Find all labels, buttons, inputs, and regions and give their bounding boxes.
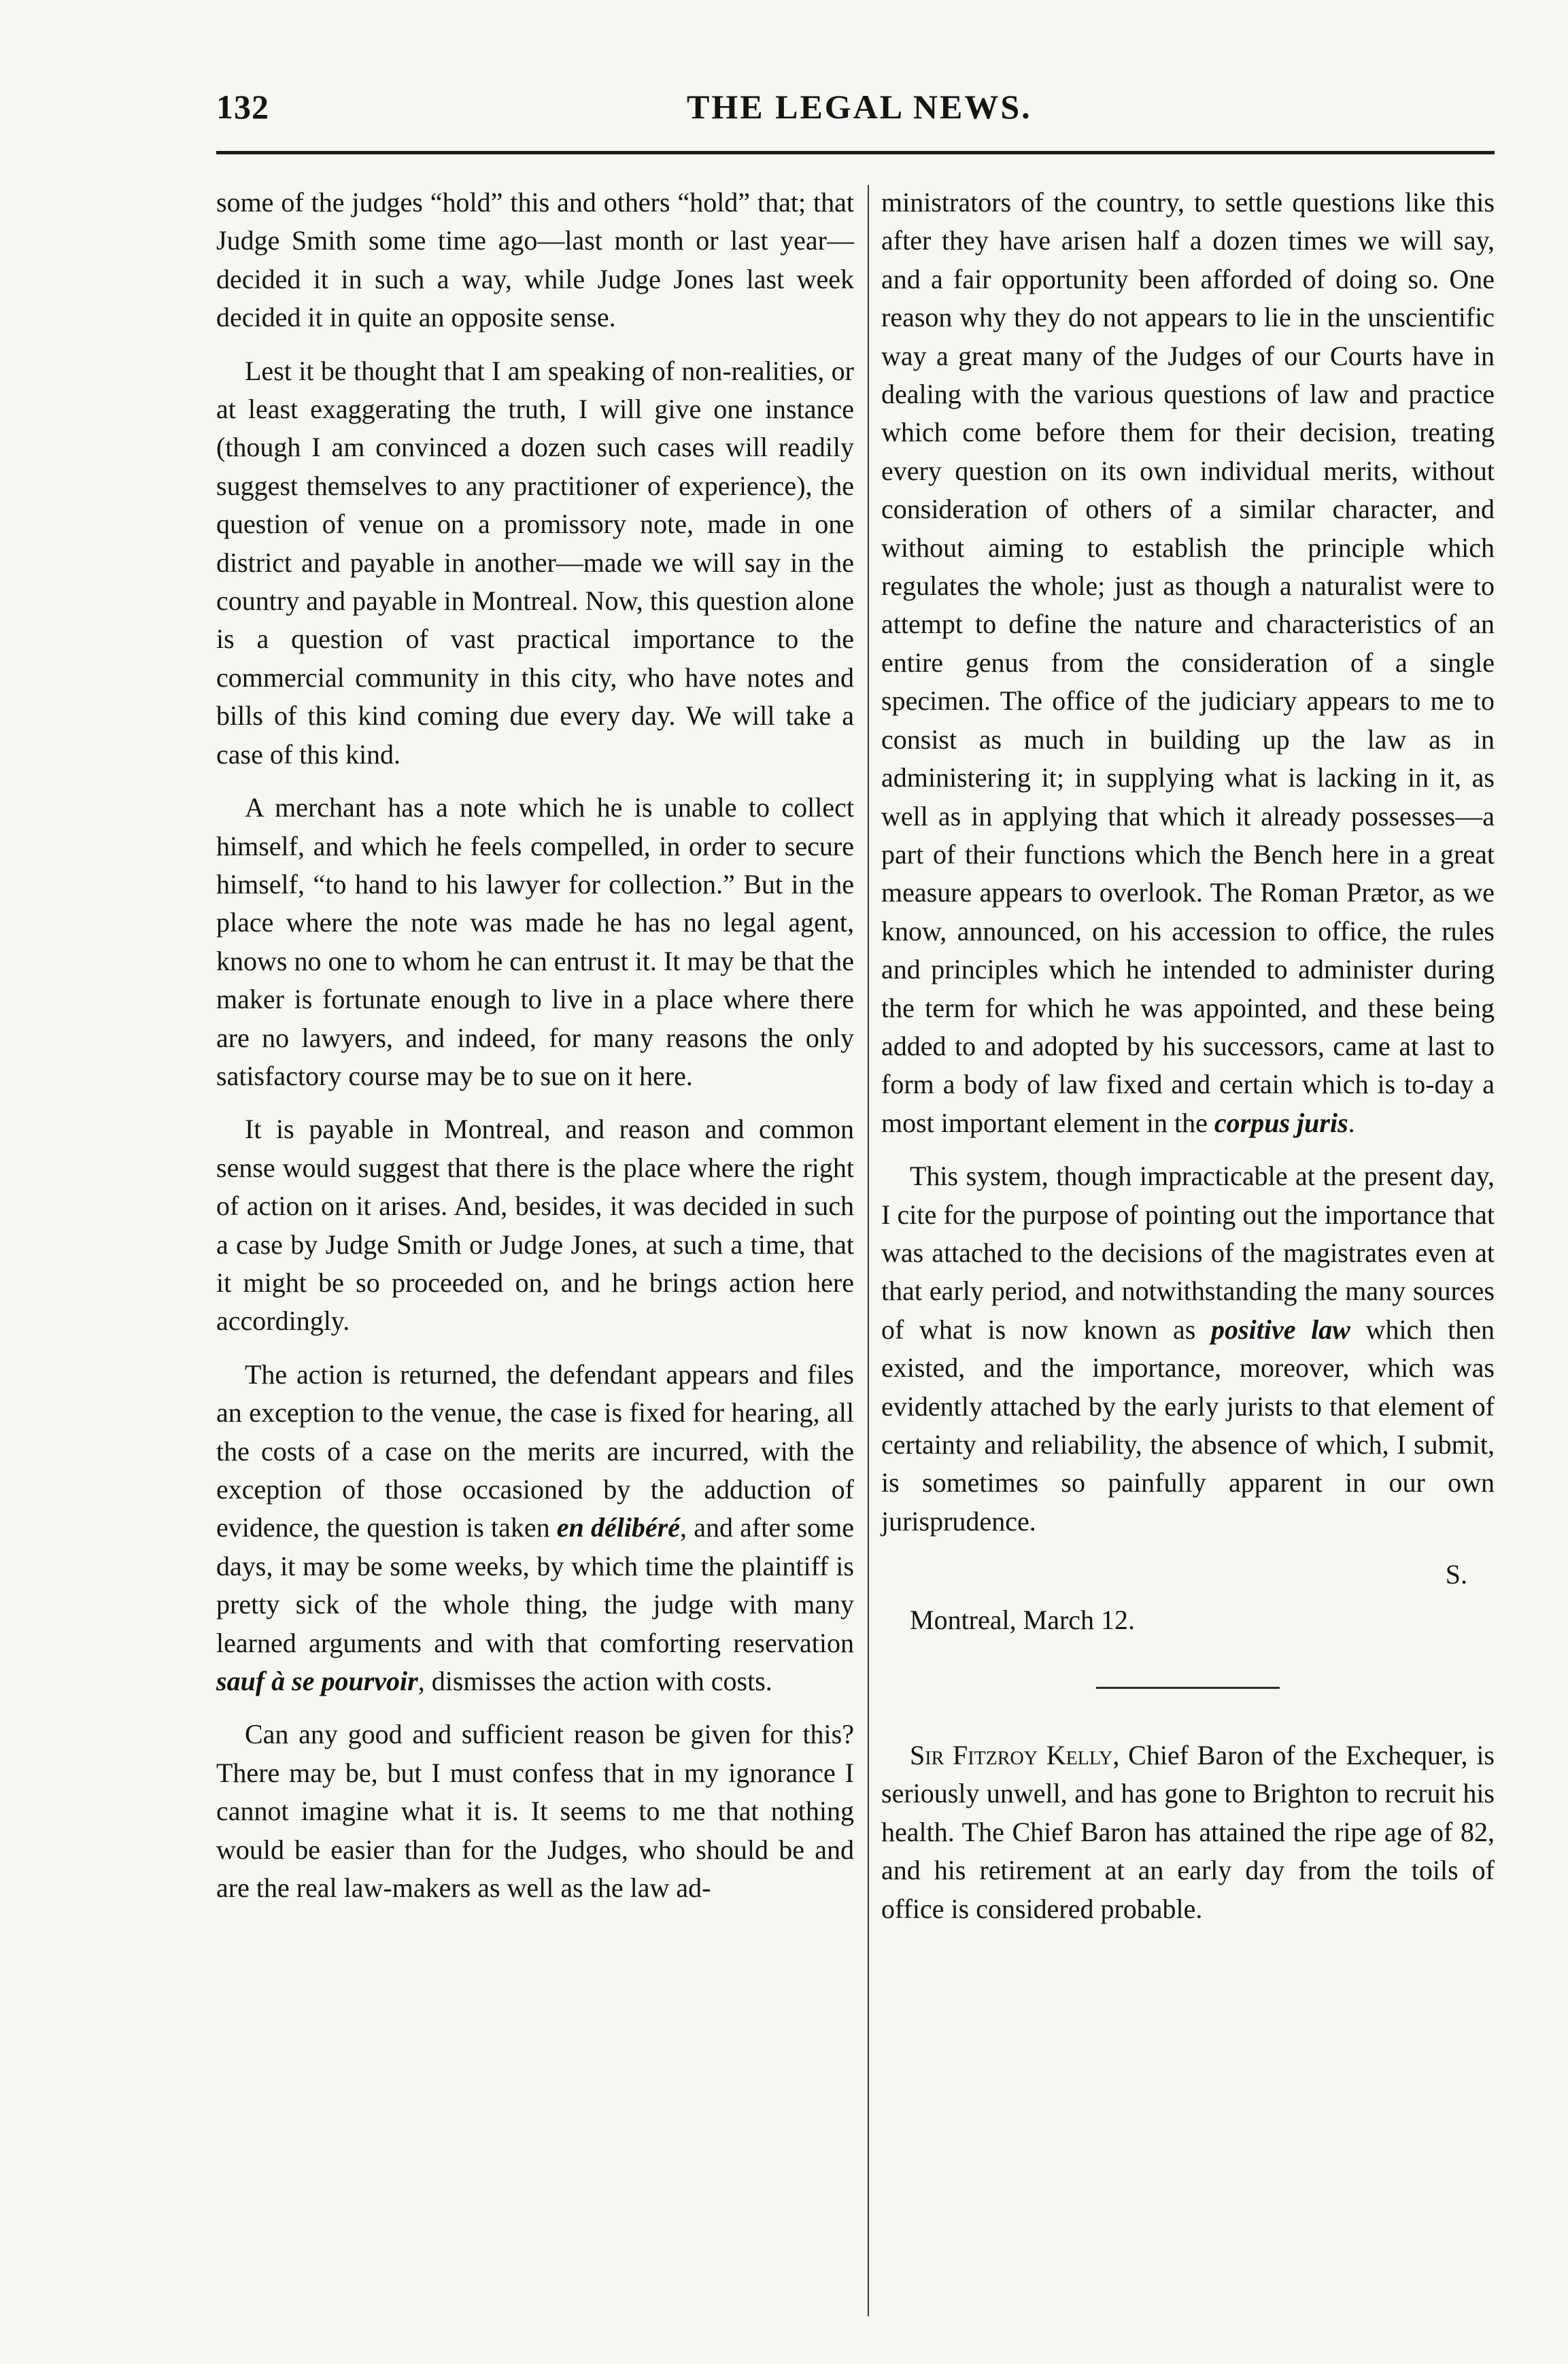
text-run: . [1348, 1107, 1355, 1138]
column-divider [868, 185, 869, 2316]
paragraph: Lest it be thought that I am speaking of non-realities, or at least exaggerating the truth, I will give one instance (though I am convinced a dozen such cases will readily suggest themselves to any practitioner of experience), the question of venue on a promissory note, made in one district and payable in another—made we will say in the country and payable in Montreal. Now, this question alone is a question of vast practical importance to the commercial community in this city, who have notes and bills of this kind coming due every day. We will take a case of this kind. [216, 355, 854, 770]
text-run: This system, though impracticable at the present day, I cite for the purpose of pointing out the importance that was attached to the decisions of the magistrates even at that early period, and notwithstanding the many sources of what is now known as [881, 1161, 1495, 1345]
right-column [881, 184, 1495, 1943]
paragraph: some of the judges “hold” this and others “hold” that; that Judge Smith some time ago—last month or last year—decided it in such a way, while Judge Jones last week decided it in quite an opposite sense. [216, 187, 854, 333]
person-name: Sir Fitzroy Kelly [910, 1740, 1113, 1771]
text-run: The action is returned, the defendant appears and files an exception to the venue, the case is fixed for hearing, all the costs of a case on the merits are incurred, with the exception of those occasioned by the adduction of evidence, the question is taken [216, 1358, 854, 1543]
text-run: , dismisses the action with costs. [417, 1666, 772, 1697]
italic-phrase: positive law [1211, 1314, 1350, 1345]
dateline: Montreal, March 12. [910, 1604, 1136, 1635]
signature: S. [1445, 1559, 1467, 1590]
left-column [216, 184, 854, 1922]
text-run: , and after some days, it may be some weeks, by which time the plaintiff is pretty sick of the whole thing, the judge with many learned arguments and with that comforting reservation [216, 1512, 855, 1658]
news-note [881, 1736, 1495, 1928]
paragraph [881, 1157, 1495, 1541]
section-separator [1096, 1687, 1280, 1689]
paragraph: It is payable in Montreal, and reason and common sense would suggest that there is the place where the right of action on it arises. And, besides, it was decided in such a case by Judge Smith or Judge Jones, at such a time, that it might be so proceeded on, and he brings action here accordingly. [216, 1114, 854, 1337]
paragraph: A merchant has a note which he is unable to collect himself, and which he feels compelled, in order to secure himself, “to hand to his lawyer for collection.” But in the place where the note was made he has no legal agent, knows no one to whom he can entrust it. It may be that the maker is fortunate enough to live in a place where there are no lawyers, and indeed, for many reasons the only satisfactory course may be to sue on it here. [216, 792, 854, 1091]
text-run: , Chief Baron of the Exchequer, is seriously unwell, and has gone to Brighton to recruit his health. The Chief Baron has attained the ripe age of 82, and his retirement at an early day from the toils of office is considered probable. [881, 1740, 1495, 1924]
text-run: which then existed, and the importance, moreover, which was evidently attached by the early jurists to that element of certainty and reliability, the absence of which, I submit, is sometimes so painfully apparent in our own jurisprudence. [881, 1314, 1495, 1537]
italic-phrase: sauf à se pourvoir [216, 1666, 418, 1697]
header-rule [216, 151, 1495, 154]
text-run: ministrators of the country, to settle questions like this after they have arisen half a dozen times we will say, and a fair opportunity been afforded of doing so. One reason why they do not appears to lie in the unscientific way a great many of the Judges of our Courts have in dealing with the various questions of law and practice which come before them for their decision, treating every question on its own individual merits, without consideration of others of a similar character, and without aiming to establish the principle which regulates the whole; just as though a naturalist were to attempt to define the nature and characteristics of an entire genus from the consideration of a single specimen. The office of the judiciary appears to me to consist as much in building up the law as in administering it; in supplying what is lacking in it, as well as in applying that which it already possesses—a part of their functions which the Bench here in a great measure appears to overlook. The Roman Prætor, as we know, announced, on his accession to office, the rules and principles which he intended to administer during the term for which he was appointed, and these being added to and adopted by his successors, came at last to form a body of law fixed and certain which is to-day a most important element in the [881, 187, 1495, 1138]
italic-phrase: corpus juris [1214, 1107, 1348, 1138]
page-number: 132 [216, 88, 269, 126]
running-title: THE LEGAL NEWS. [687, 88, 1032, 126]
paragraph [216, 1356, 854, 1701]
italic-phrase: en délibéré [556, 1512, 681, 1543]
paragraph: Can any good and sufficient reason be given for this? There may be, but I must confess that in my ignorance I cannot imagine what it is. It seems to me that nothing would be easier than for the Judges, who should be and are the real law-makers as well as the law ad- [216, 1719, 854, 1904]
paragraph [881, 184, 1495, 1142]
